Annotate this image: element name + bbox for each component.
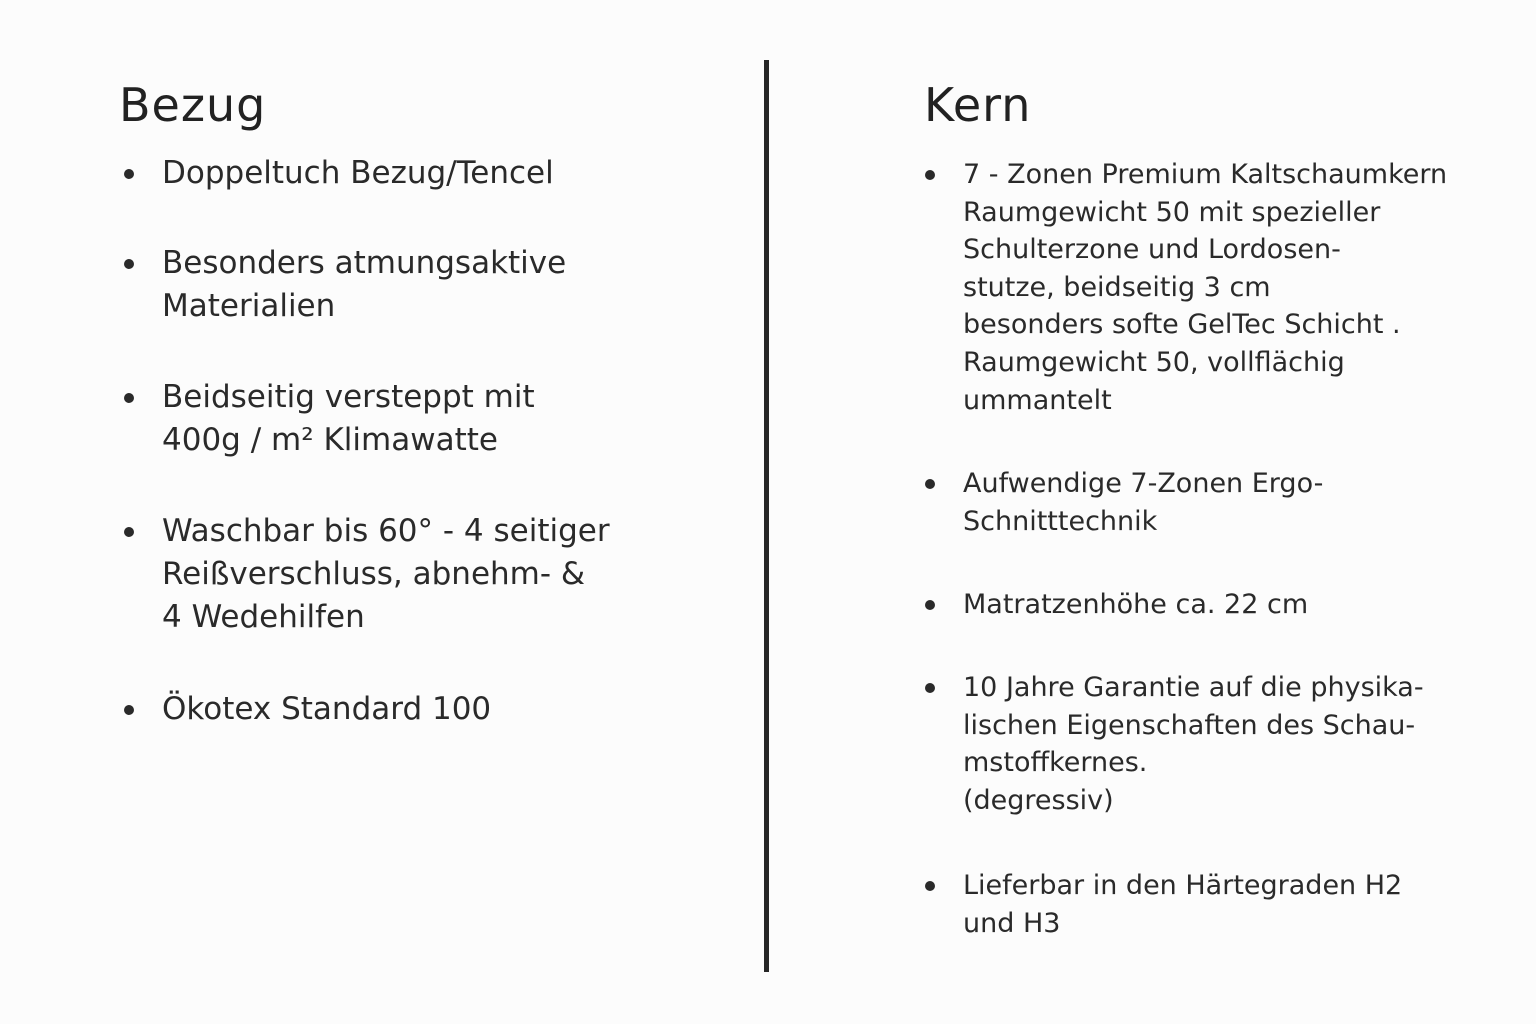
bezug-list-item: Ökotex Standard 100 <box>162 688 662 731</box>
kern-list-item: 10 Jahre Garantie auf die physika- lischen Eigenschaften des Schau- mstoffkernes. (degressiv) <box>963 669 1523 819</box>
kern-heading: Kern <box>924 78 1032 132</box>
kern-list-item: 7 - Zonen Premium Kaltschaumkern Raumgewicht 50 mit spezieller Schulterzone und Lordosen- stutze, beidseitig 3 cm besonders softe GelTec Schicht . Raumgewicht 50, vollflächig ummantelt <box>963 156 1523 419</box>
column-divider <box>764 60 769 972</box>
bezug-list-item: Besonders atmungsaktive Materialien <box>162 242 662 328</box>
bezug-heading: Bezug <box>119 78 267 132</box>
bezug-list-item: Waschbar bis 60° - 4 seitiger Reißverschluss, abnehm- & 4 Wedehilfen <box>162 510 662 639</box>
bezug-section <box>0 0 760 1024</box>
bezug-list-item: Beidseitig versteppt mit 400g / m² Klimawatte <box>162 376 662 462</box>
kern-list-item: Matratzenhöhe ca. 22 cm <box>963 586 1523 624</box>
kern-section <box>775 0 1536 1024</box>
kern-list-item: Aufwendige 7-Zonen Ergo- Schnitttechnik <box>963 465 1523 540</box>
bezug-list-item: Doppeltuch Bezug/Tencel <box>162 152 662 195</box>
kern-list-item: Lieferbar in den Härtegraden H2 und H3 <box>963 867 1523 942</box>
